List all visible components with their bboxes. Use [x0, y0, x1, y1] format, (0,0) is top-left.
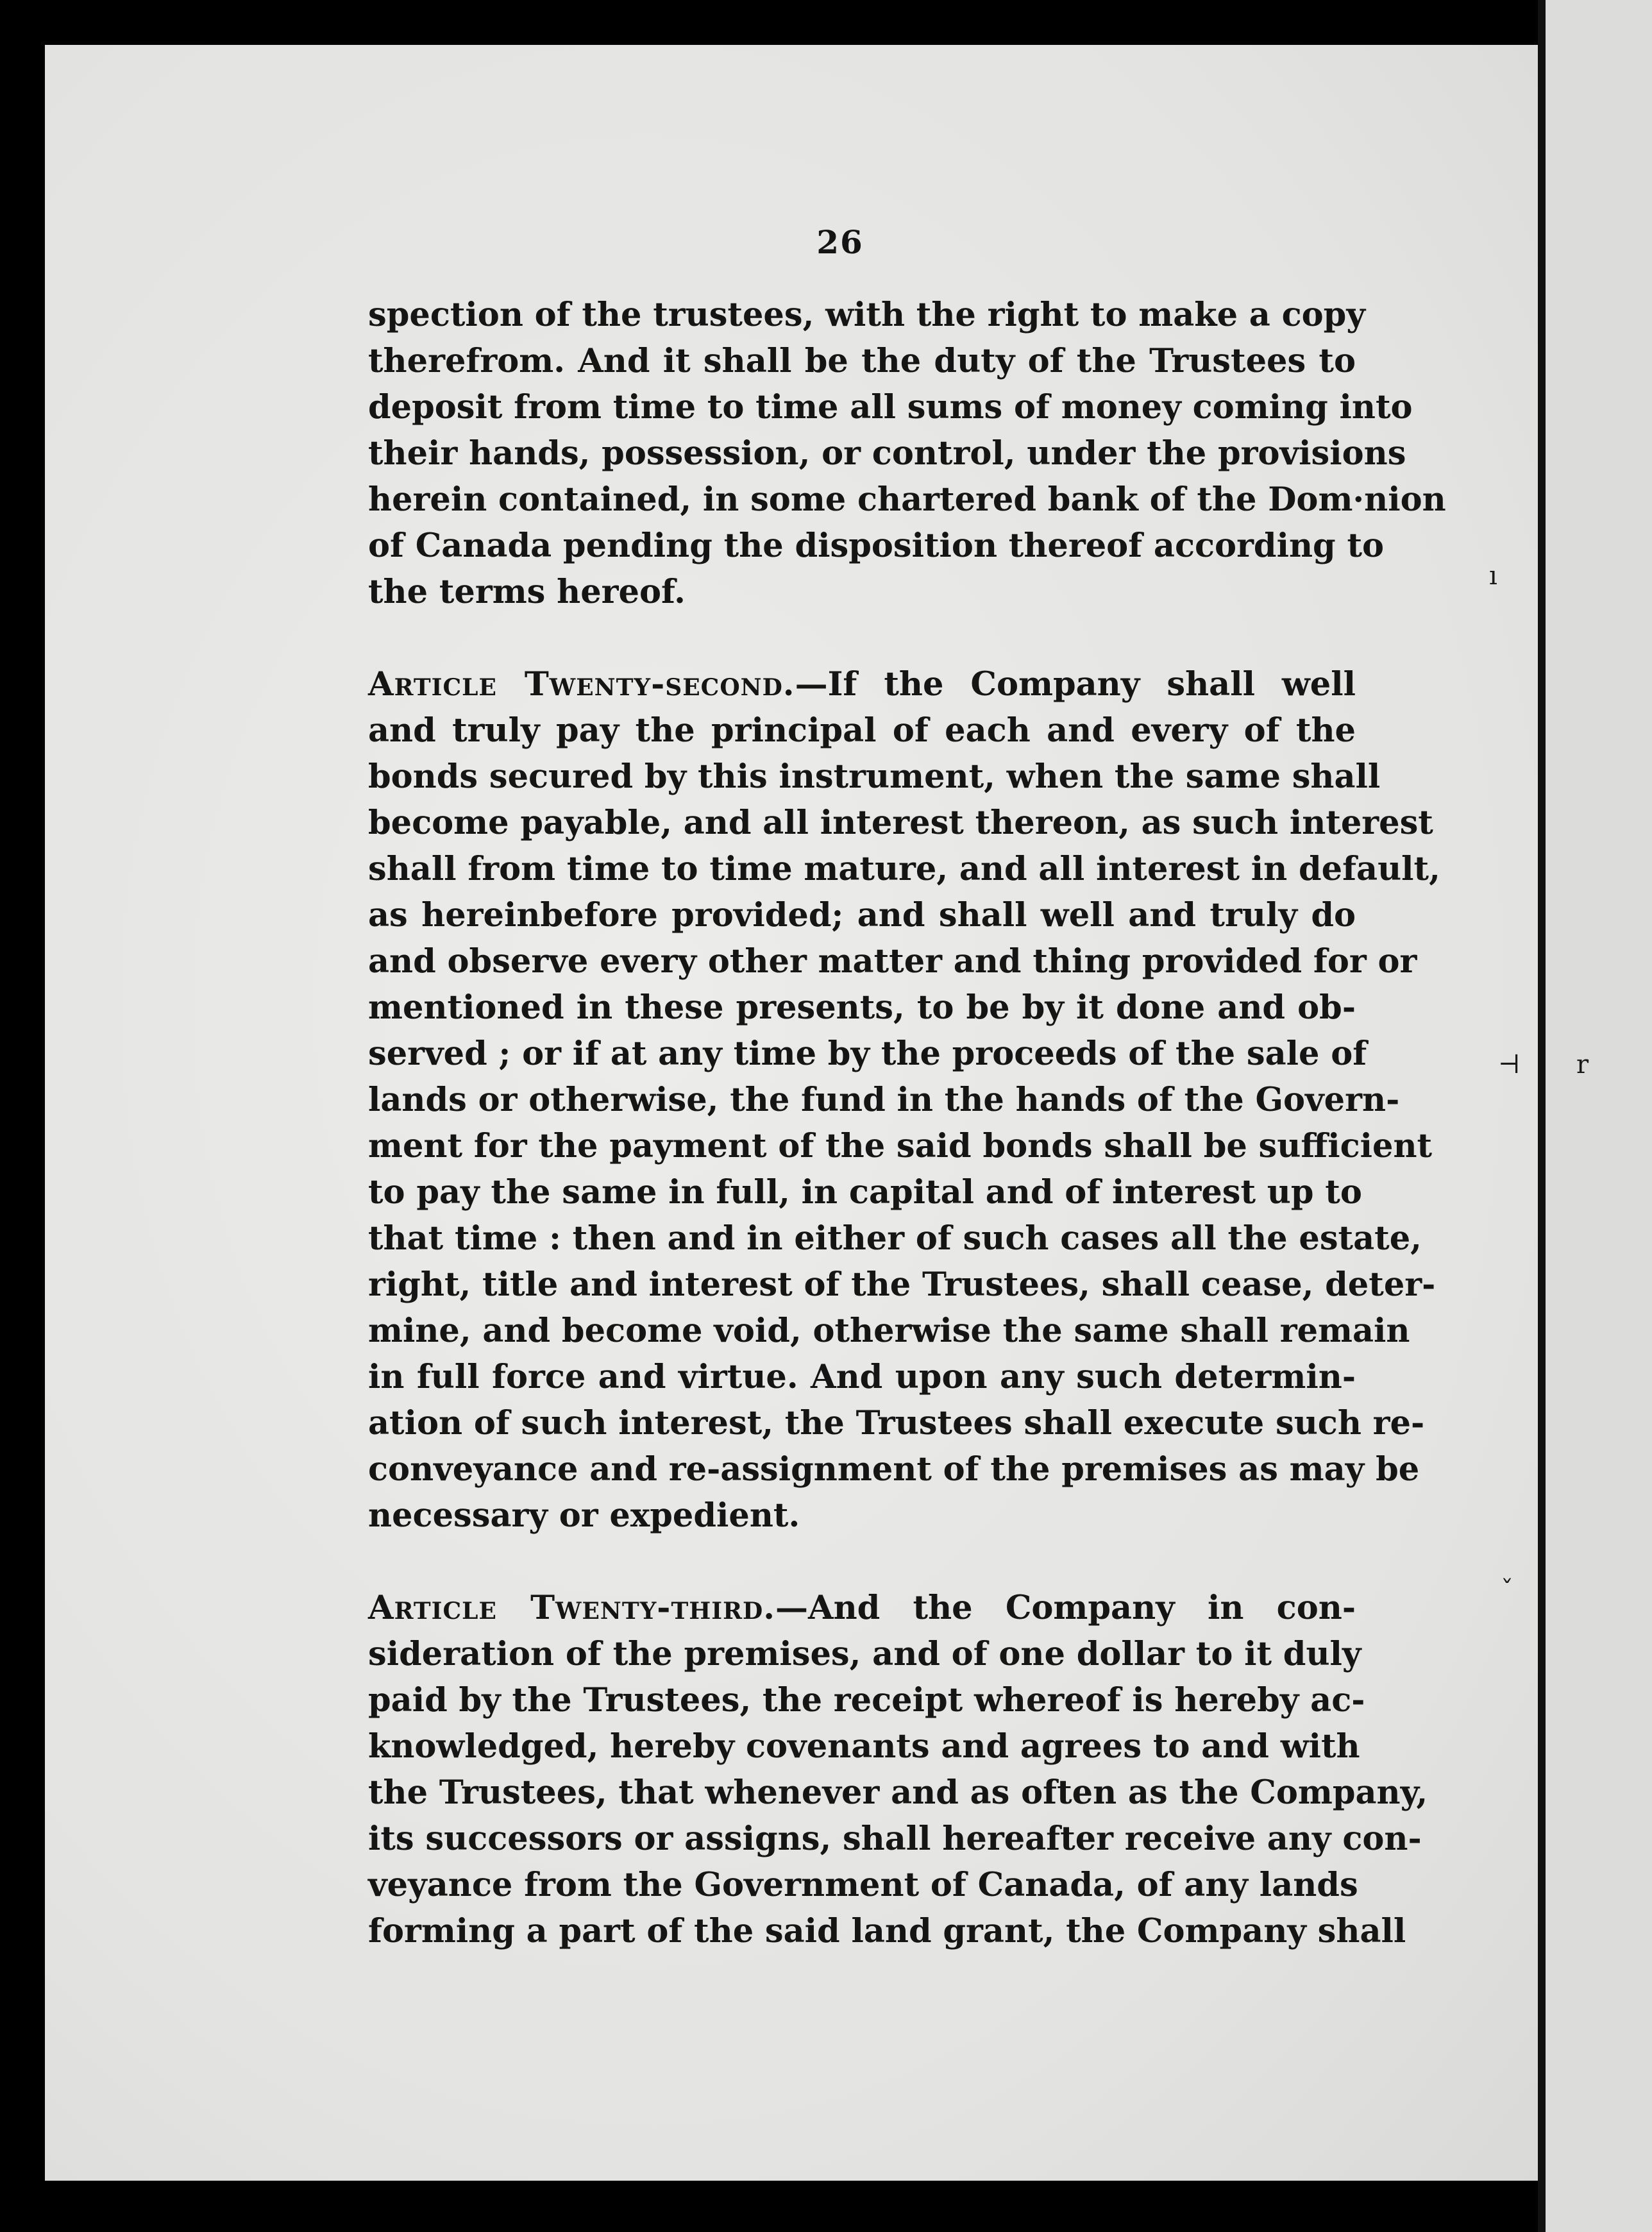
- text-line: [368, 754, 1381, 800]
- text-line: [368, 1770, 1428, 1816]
- line-text: sideration of the premises, and of one dollar to it duly: [368, 1635, 1361, 1673]
- page-number: 26: [816, 223, 864, 261]
- text-line: [368, 1262, 1436, 1308]
- text-line: [368, 985, 1356, 1031]
- line-text: its successors or assigns, shall hereafter receive any con-: [368, 1820, 1422, 1858]
- line-text: the terms hereof.: [368, 573, 686, 611]
- text-line: [368, 477, 1446, 523]
- line-text: the Trustees, that whenever and as often as the Company,: [368, 1773, 1428, 1812]
- line-text: that time : then and in either of such cases all the estate,: [368, 1219, 1422, 1258]
- document-body: [368, 292, 1446, 1954]
- text-line: [368, 1446, 1420, 1492]
- text-line: [368, 338, 1356, 384]
- line-text: as hereinbefore provided; and shall well and truly do: [368, 896, 1356, 934]
- line-text: conveyance and re-assignment of the premises as may be: [368, 1450, 1420, 1489]
- article-heading: Article Twenty-second.: [368, 665, 795, 704]
- line-text: right, title and interest of the Trustees, shall cease, deter-: [368, 1265, 1436, 1304]
- text-line: [368, 1215, 1422, 1262]
- text-line: [368, 430, 1406, 477]
- line-text: in full force and virtue. And upon any such determin-: [368, 1358, 1356, 1396]
- text-line: [368, 1400, 1425, 1446]
- scan-artifact-mark: ˇ: [1501, 1576, 1513, 1605]
- line-text: spection of the trustees, with the right to make a copy: [368, 296, 1365, 334]
- line-text: and observe every other matter and thing provided for or: [368, 942, 1417, 981]
- scan-artifact-mark: r: [1576, 1050, 1589, 1079]
- line-text: to pay the same in full, in capital and of interest up to: [368, 1173, 1362, 1212]
- adjacent-page-edge: [1546, 0, 1652, 2232]
- line-text: ation of such interest, the Trustees shall execute such re-: [368, 1404, 1425, 1442]
- text-line: [368, 1862, 1356, 1908]
- text-line: [368, 707, 1356, 754]
- line-text: served ; or if at any time by the proceeds of the sale of: [368, 1035, 1367, 1073]
- text-line: [368, 1816, 1422, 1862]
- paragraph-gap: [368, 1539, 1356, 1585]
- line-text: ment for the payment of the said bonds shall be sufficient: [368, 1127, 1433, 1165]
- text-line: [368, 1308, 1410, 1354]
- text-line: [368, 846, 1440, 892]
- text-line: [368, 800, 1433, 846]
- text-line: [368, 1123, 1433, 1169]
- line-text: veyance from the Government of Canada, of any lands: [368, 1866, 1358, 1904]
- text-line: [368, 1492, 1356, 1539]
- line-text: —If the Company shall well: [795, 665, 1356, 704]
- line-text: paid by the Trustees, the receipt whereof is hereby ac-: [368, 1681, 1365, 1720]
- text-line: [368, 569, 1356, 615]
- line-text: and truly pay the principal of each and every of the: [368, 711, 1356, 750]
- scan-artifact-mark: ⊣: [1498, 1050, 1521, 1079]
- line-text: shall from time to time mature, and all interest in default,: [368, 850, 1440, 888]
- line-text: necessary or expedient.: [368, 1496, 800, 1535]
- paragraph-gap: [368, 615, 1356, 661]
- line-text: become payable, and all interest thereon, as such interest: [368, 804, 1433, 842]
- line-text: mentioned in these presents, to be by it done and ob-: [368, 988, 1356, 1027]
- line-text: mine, and become void, otherwise the same shall remain: [368, 1312, 1410, 1350]
- text-line: [368, 1031, 1367, 1077]
- text-line: [368, 1631, 1361, 1677]
- line-text: their hands, possession, or control, under the provisions: [368, 434, 1406, 473]
- line-text: lands or otherwise, the fund in the hands of the Govern-: [368, 1081, 1400, 1119]
- text-line: [368, 292, 1365, 338]
- article-heading: Article Twenty-third.: [368, 1589, 776, 1627]
- text-line: [368, 938, 1417, 985]
- line-text: knowledged, hereby covenants and agrees to and with: [368, 1727, 1360, 1766]
- line-text: of Canada pending the disposition thereof according to: [368, 527, 1385, 565]
- text-line: [368, 1077, 1400, 1123]
- scan-artifact-mark: ı: [1489, 561, 1497, 591]
- text-line: [368, 384, 1413, 430]
- line-text: forming a part of the said land grant, the Company shall: [368, 1912, 1406, 1950]
- text-line: [368, 1354, 1356, 1400]
- text-line: [368, 1908, 1406, 1954]
- text-line: [368, 1585, 1356, 1631]
- line-text: deposit from time to time all sums of money coming into: [368, 388, 1413, 427]
- text-line: [368, 1723, 1360, 1770]
- line-text: bonds secured by this instrument, when the same shall: [368, 757, 1381, 796]
- text-line: [368, 1169, 1362, 1215]
- text-line: [368, 892, 1356, 938]
- text-line: [368, 523, 1385, 569]
- text-line: [368, 1677, 1365, 1723]
- line-text: herein contained, in some chartered bank of the Dom·nion: [368, 480, 1446, 519]
- text-line: [368, 661, 1356, 707]
- line-text: therefrom. And it shall be the duty of the Trustees to: [368, 342, 1356, 380]
- line-text: —And the Company in con-: [775, 1589, 1356, 1627]
